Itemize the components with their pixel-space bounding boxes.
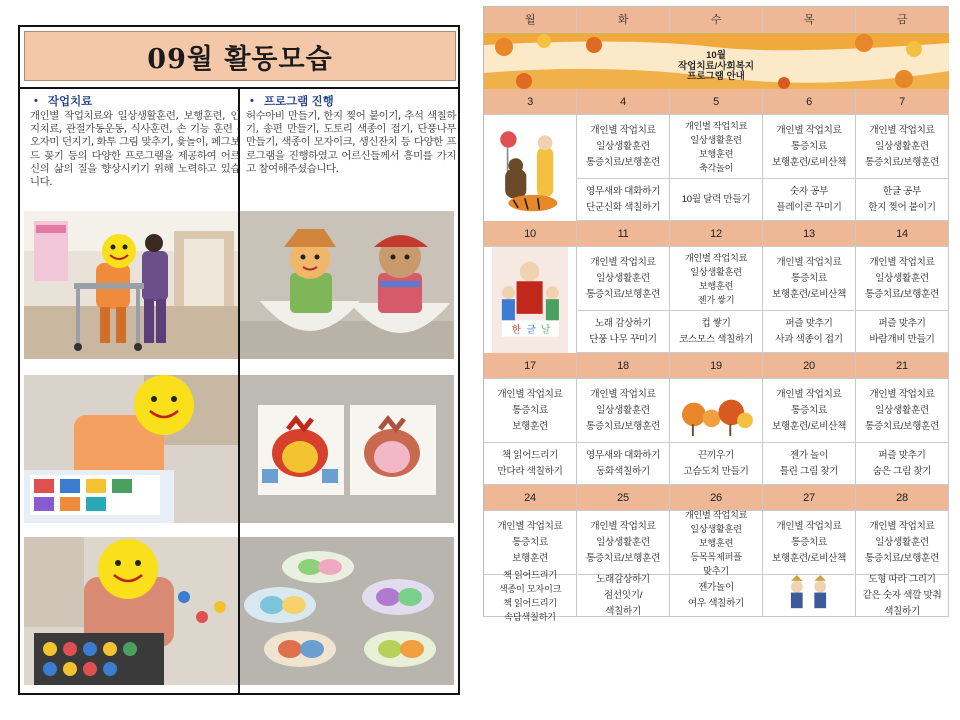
activity-line: 같은 숫자 색깔 맞춰 [862, 589, 942, 601]
svg-text:날: 날 [541, 324, 551, 336]
illustration-cell [763, 575, 856, 617]
activity-line: 보행훈련/로비산책 [771, 420, 847, 432]
activity-line: 색종이 모자이크 [498, 583, 562, 594]
activity-line: 퍼즐 맞추기 [878, 317, 926, 329]
activity-line: 도형 따라 그리기 [868, 573, 936, 585]
activity-line: 통증치료/보행훈련 [864, 552, 940, 564]
weekday-header: 월 [484, 7, 577, 33]
bullet-icon: • [34, 95, 38, 107]
activity-cell [484, 379, 577, 443]
weekday-header: 화 [577, 7, 670, 33]
weekday-header: 금 [856, 7, 949, 33]
activity-line: 통증치료/보행훈련 [585, 552, 661, 564]
activity-line: 개인별 작업치료 [869, 520, 935, 532]
activity-cell [856, 443, 949, 485]
activity-line: 퍼즐 맞추기 [785, 317, 833, 329]
activity-line: 끈끼우기 [698, 449, 734, 461]
date-cell: 10 [484, 221, 577, 247]
activity-cell [670, 115, 763, 179]
newsletter-title: 09월 활동모습 [147, 43, 333, 75]
activity-cell [577, 311, 670, 353]
date-cell: 26 [670, 485, 763, 511]
activity-row [484, 511, 949, 575]
section-heading: 작업치료 [47, 96, 93, 108]
date-cell: 24 [484, 485, 577, 511]
activity-line: 일상생활훈련 [690, 134, 742, 145]
activity-cell [670, 511, 763, 575]
activity-line: 보행훈련 [698, 280, 734, 291]
activity-line: 단군신화 색칠하기 [585, 201, 661, 213]
activity-line: 만다라 색칠하기 [497, 465, 563, 477]
activity-row [484, 443, 949, 485]
activity-line: 개인별 작업치료 [869, 256, 935, 268]
date-row [484, 353, 949, 379]
date-cell: 21 [856, 353, 949, 379]
date-cell: 6 [763, 89, 856, 115]
activity-line: 책 읽어드리기 [503, 569, 557, 580]
activity-cell [763, 379, 856, 443]
activity-cell [763, 311, 856, 353]
activity-line: 한글 공부 [882, 185, 922, 197]
activity-block [484, 247, 949, 353]
activity-line: 개인별 작업치료 [684, 509, 748, 520]
activity-cell [856, 379, 949, 443]
activity-line: 통증치료/보행훈련 [864, 420, 940, 432]
section-body: 허수아비 만들기, 한지 찢어 붙이기, 추석 색칠하기, 송편 만들기, 도토리 색종이 접기, 단풍나무 만들기, 색종이 모자이크, 생신잔치 등 다양한 프로그램을 진행하였고 어르신들께서 흥미를 가지고 참여해주셨습니다. [246, 110, 456, 175]
activity-cell [763, 511, 856, 575]
activity-line: 젠가 쌓기 [697, 294, 735, 305]
activity-cell [670, 311, 763, 353]
date-cell: 5 [670, 89, 763, 115]
activity-cell [577, 379, 670, 443]
date-cell: 25 [577, 485, 670, 511]
activity-line: 보행훈련 [512, 420, 548, 432]
svg-text:한: 한 [511, 324, 521, 336]
activity-cell [763, 115, 856, 179]
bullet-icon: • [250, 95, 254, 107]
activity-cell [763, 179, 856, 221]
photo-board-activity [24, 375, 238, 523]
activity-cell [484, 443, 577, 485]
activity-line: 일상생활훈련 [875, 536, 929, 548]
activity-line: 색칠하기 [884, 605, 920, 617]
photo-scarecrow-craft [240, 211, 454, 359]
activity-line: 퍼즐 맞추기 [878, 449, 926, 461]
activity-line: 색칠하기 [605, 605, 641, 617]
date-cell: 19 [670, 353, 763, 379]
activity-block [484, 379, 949, 485]
activity-line: 점선잇기/ [603, 589, 643, 601]
date-cell: 3 [484, 89, 577, 115]
photo-walking-training [24, 211, 238, 359]
newsletter-panel [18, 25, 460, 695]
activity-line: 보행훈련 [698, 537, 734, 548]
activity-line: 일상생활훈련 [596, 404, 650, 416]
activity-line: 등목목제퍼플 [690, 551, 742, 562]
activity-line: 보행훈련 [698, 148, 734, 159]
banner-text [484, 51, 948, 83]
date-cell: 27 [763, 485, 856, 511]
activity-line: 통증치료/보행훈련 [585, 288, 661, 300]
activity-line: 책 읽어드리기 [501, 449, 559, 461]
activity-line: 개인별 작업치료 [776, 388, 842, 400]
activity-line: 숫자 공부 [789, 185, 829, 197]
activity-cell [577, 575, 670, 617]
activity-line: 통증치료/보행훈련 [585, 420, 661, 432]
activity-line: 책 읽어드리기 [503, 597, 557, 608]
activity-line: 노래감상하기 [596, 573, 650, 585]
date-cell: 17 [484, 353, 577, 379]
activity-cell [670, 443, 763, 485]
activity-line: 개인별 작업치료 [869, 388, 935, 400]
activity-line: 일상생활훈련 [875, 140, 929, 152]
activity-line: 개인별 작업치료 [684, 120, 748, 131]
activity-cell [577, 443, 670, 485]
date-cell: 11 [577, 221, 670, 247]
activity-line: 영무새와 대화하기 [585, 185, 661, 197]
date-cell: 7 [856, 89, 949, 115]
illustration-cell [484, 115, 577, 221]
date-cell: 12 [670, 221, 763, 247]
banner-line: 작업치료/사회복지 [677, 60, 755, 72]
activity-line: 속담색칠하기 [504, 611, 556, 622]
photo-paper-mosaic [240, 537, 454, 685]
activity-line: 개인별 작업치료 [590, 388, 656, 400]
date-cell: 18 [577, 353, 670, 379]
photo-rooster-coloring [240, 375, 454, 523]
activity-line: 개인별 작업치료 [497, 388, 563, 400]
program-section [246, 93, 456, 176]
activity-line: 사과 색종이 접기 [775, 333, 843, 345]
activity-line: 통증치료/보행훈련 [864, 156, 940, 168]
weekday-header: 목 [763, 7, 856, 33]
activity-line: 맞추기 [703, 565, 729, 576]
activity-line: 젠가 놀이 [789, 449, 829, 461]
activity-line: 개인별 작업치료 [590, 256, 656, 268]
activity-line: 개인별 작업치료 [776, 256, 842, 268]
activity-line: 일상생활훈련 [690, 266, 742, 277]
activity-line: 동화색칠하기 [596, 465, 650, 477]
activity-line: 개인별 작업치료 [590, 520, 656, 532]
activity-line: 일상생활훈련 [596, 536, 650, 548]
activity-line: 일상생활훈련 [690, 523, 742, 534]
activity-line: 노래 감상하기 [594, 317, 652, 329]
activity-cell [670, 575, 763, 617]
activity-line: 일상생활훈련 [596, 140, 650, 152]
activity-row [484, 379, 949, 443]
activity-line: 통증치료 [512, 404, 548, 416]
activity-line: 개인별 작업치료 [776, 124, 842, 136]
activity-line: 플레이콘 꾸미기 [776, 201, 842, 213]
activity-cell [484, 511, 577, 575]
activity-line: 틀린 그림 찾기 [779, 465, 839, 477]
activity-cell [577, 179, 670, 221]
svg-text:글: 글 [526, 324, 536, 336]
activity-line: 보행훈련 [512, 552, 548, 564]
activity-cell [577, 247, 670, 311]
activity-cell [670, 247, 763, 311]
activity-row [484, 115, 949, 179]
banner-line: 프로그램 안내 [687, 71, 745, 82]
activity-line: 젠가놀이 [698, 581, 734, 593]
activity-cell [856, 575, 949, 617]
activity-block [484, 115, 949, 221]
section-body: 개인별 작업치료와 일상생활훈련, 보행훈련, 인지치료, 관절가동운동, 식사훈련, 손 기능 훈련 -오자미 던지기, 화투 그림 맞추기, 윷놀이, 페그보드 꽂기 등의 다양한 프로그램을 제공하여 어르신의 삶의 질을 향상시키기 위해 노력하고 있습니다. [30, 110, 240, 189]
activity-cell [856, 115, 949, 179]
activity-cell [763, 443, 856, 485]
activity-line: 고슴도치 만들기 [683, 465, 749, 477]
date-cell: 20 [763, 353, 856, 379]
activity-line: 컵 쌓기 [701, 317, 731, 329]
newsletter-title-bar [24, 31, 456, 81]
activity-line: 일상생활훈련 [875, 272, 929, 284]
weekday-header: 수 [670, 7, 763, 33]
activity-line: 보행훈련/로비산책 [771, 156, 847, 168]
activity-line: 한지 찢어 붙이기 [868, 201, 936, 213]
activity-line: 여우 색칠하기 [687, 597, 745, 609]
weekday-header-row [484, 7, 949, 33]
activity-line: 통증치료 [512, 536, 548, 548]
activity-cell [484, 569, 577, 622]
activity-line: 축각놀이 [698, 162, 734, 173]
activity-line: 바람개비 만들기 [869, 333, 935, 345]
october-calendar [483, 6, 949, 622]
date-row [484, 89, 949, 115]
occupational-therapy-section [30, 93, 240, 189]
activity-cell [856, 247, 949, 311]
activity-line: 통증치료 [791, 404, 827, 416]
section-heading: 프로그램 진행 [263, 96, 334, 108]
calendar-weeks [484, 89, 949, 622]
date-cell: 28 [856, 485, 949, 511]
date-cell: 4 [577, 89, 670, 115]
activity-cell [763, 247, 856, 311]
activity-line: 보행훈련/로비산책 [771, 552, 847, 564]
activity-line: 통증치료/보행훈련 [864, 288, 940, 300]
activity-block [484, 509, 949, 622]
activity-line: 통증치료 [791, 140, 827, 152]
activity-line: 10월 달력 만들기 [681, 193, 751, 205]
activity-line: 일상생활훈련 [596, 272, 650, 284]
photo-peg-board [24, 537, 238, 685]
activity-cell [856, 311, 949, 353]
activity-line: 숨은 그림 찾기 [872, 465, 932, 477]
date-cell: 13 [763, 221, 856, 247]
activity-cell [577, 115, 670, 179]
activity-line: 개인별 작업치료 [497, 520, 563, 532]
activity-line: 개인별 작업치료 [776, 520, 842, 532]
activity-cell [670, 179, 763, 221]
activity-line: 일상생활훈련 [875, 404, 929, 416]
activity-line: 통증치료 [791, 272, 827, 284]
activity-line: 코스모스 색칠하기 [678, 333, 754, 345]
activity-line: 개인별 작업치료 [590, 124, 656, 136]
activity-line: 통증치료/보행훈련 [585, 156, 661, 168]
date-cell: 14 [856, 221, 949, 247]
activity-line: 영무새와 대화하기 [585, 449, 661, 461]
activity-line: 개인별 작업치료 [869, 124, 935, 136]
activity-cell [577, 511, 670, 575]
activity-line: 보행훈련/로비산책 [771, 288, 847, 300]
activity-line: 개인별 작업치료 [684, 252, 748, 263]
calendar-banner [484, 33, 949, 89]
illustration-cell [484, 247, 577, 353]
activity-cell [856, 179, 949, 221]
activity-line: 단풍 나무 꾸미기 [589, 333, 657, 345]
activity-cell [856, 511, 949, 575]
activity-line: 통증치료 [791, 536, 827, 548]
illustration-cell [670, 379, 763, 443]
banner-line: 10월 [706, 50, 726, 61]
date-row [484, 221, 949, 247]
